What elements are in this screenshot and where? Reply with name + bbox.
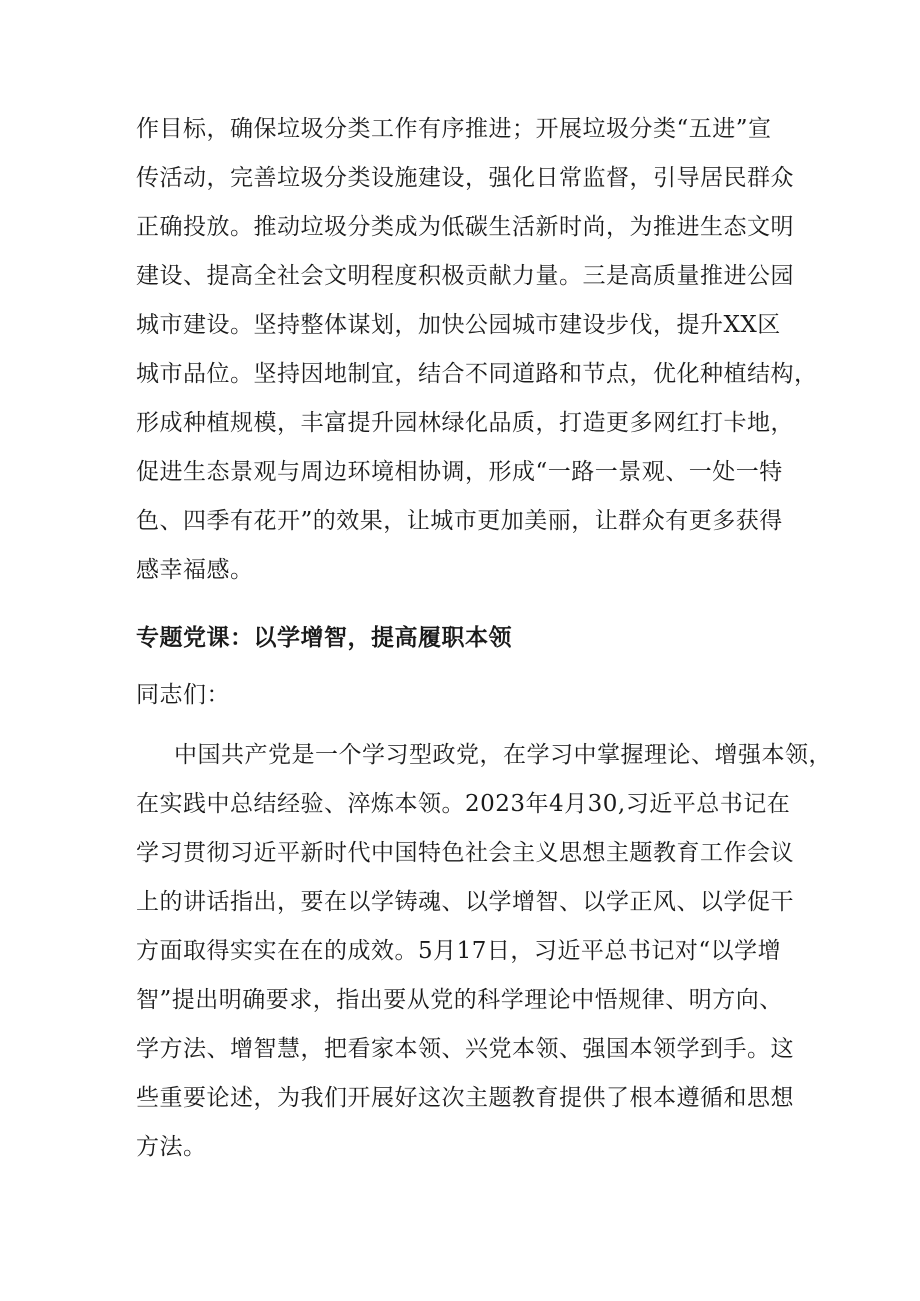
text-line: 建设、提高全社会文明程度积极贡献力量。三是高质量推进公园 bbox=[136, 263, 794, 289]
text-line: 方法。 bbox=[136, 1134, 207, 1160]
text-line: 作目标，确保垃圾分类工作有序推进；开展垃圾分类“五进”宣 bbox=[136, 116, 772, 142]
text-line: 在实践中总结经验、淬炼本领。2023年4月30,习近平总书记在 bbox=[136, 791, 791, 817]
text-line: 学习贯彻习近平新时代中国特色社会主义思想主题教育工作会议 bbox=[136, 840, 794, 866]
text-line: 方面取得实实在在的成效。5月17日，习近平总书记对“以学增 bbox=[136, 938, 782, 964]
text-line: 城市品位。坚持因地制宜，结合不同道路和节点，优化种植结构， bbox=[136, 361, 818, 387]
text-line: 些重要论述，为我们开展好这次主题教育提供了根本遵循和思想 bbox=[136, 1085, 794, 1111]
text-line: 正确投放。推动垃圾分类成为低碳生活新时尚，为推进生态文明 bbox=[136, 214, 794, 240]
text-line: 城市建设。坚持整体谋划，加快公园城市建设步伐，提升XX区 bbox=[136, 312, 781, 338]
section-title: 专题党课：以学增智，提高履职本领 bbox=[136, 625, 512, 651]
text-line: 智”提出明确要求，指出要从党的科学理论中悟规律、明方向、 bbox=[136, 987, 783, 1013]
text-line: 上的讲话指出，要在以学铸魂、以学增智、以学正风、以学促干 bbox=[136, 889, 794, 915]
salutation: 同志们： bbox=[136, 682, 230, 708]
text-line: 学方法、增智慧，把看家本领、兴党本领、强国本领学到手。这 bbox=[136, 1036, 794, 1062]
text-line: 中国共产党是一个学习型政党，在学习中掌握理论、增强本领， bbox=[174, 742, 832, 768]
text-line: 色、四季有花开”的效果，让城市更加美丽，让群众有更多获得 bbox=[136, 508, 783, 534]
text-line: 形成种植规模，丰富提升园林绿化品质，打造更多网红打卡地， bbox=[136, 410, 794, 436]
text-line: 传活动，完善垃圾分类设施建设，强化日常监督，引导居民群众 bbox=[136, 165, 794, 191]
text-line: 促进生态景观与周边环境相协调，形成“一路一景观、一处一特 bbox=[136, 459, 783, 485]
text-line: 感幸福感。 bbox=[136, 557, 254, 583]
